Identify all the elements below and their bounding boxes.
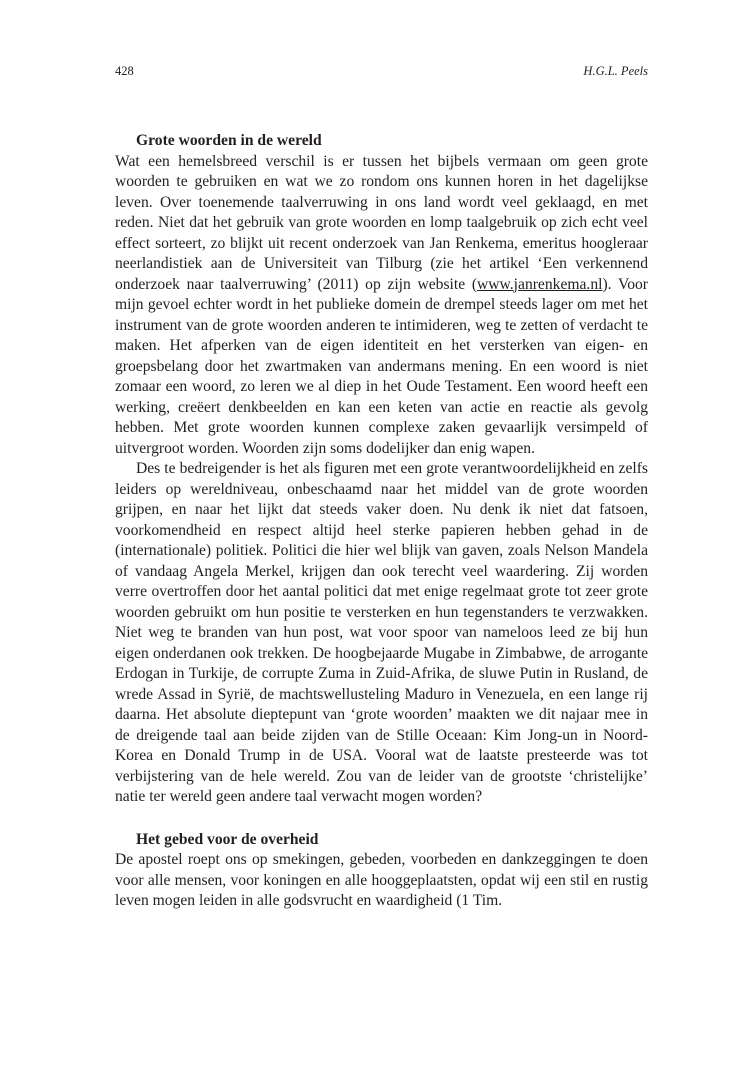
book-page — [115, 64, 648, 912]
body-text — [115, 131, 648, 912]
section-heading-gebed: Het gebed voor de overheid — [136, 830, 319, 848]
paragraph-3: De apostel roept ons op smekingen, gebeden, voorbeden en dankzeggingen te doen voor alle mensen, voor koningen en alle hooggeplaatsten, opdat wij een stil en rustig leven mogen leiden in alle godsvrucht en waardigheid (1 Tim. — [115, 851, 648, 909]
paragraph-1-text-b: ). Voor mijn gevoel echter wordt in het publieke domein de drempel steeds lager om met het instrument van de grote woorden anderen te intimideren, weg te zetten of verdacht te maken. Het afperken van de eigen identiteit en het versterken van eigen- en groepsbelang door het zwartmaken van andermans mening. En een woord is niet zomaar een woord, zo leren we al diep in het Oude Testament. Een woord heeft een werking, creëert denkbeelden en kan een keten van actie en reactie als gevolg hebben. Met grote woorden kunnen complexe zaken gevaarlijk versimpeld of uitvergroot worden. Woorden zijn soms dodelijker dan enig wapen. — [115, 275, 648, 457]
page-number: 428 — [115, 64, 134, 78]
running-header-author: H.G.L. Peels — [583, 64, 648, 78]
section-heading-grote-woorden: Grote woorden in de wereld — [136, 132, 322, 149]
website-link[interactable]: www.janrenkema.nl — [477, 275, 603, 293]
running-header — [115, 64, 648, 84]
paragraph-1 — [115, 152, 648, 460]
paragraph-1-text-a: Wat een hemelsbreed verschil is er tussen het bijbels vermaan om geen grote woorden te gebruiken en wat we zo rondom ons kunnen horen in het dagelijkse leven. Over toenemende taalverruwing in ons land wordt veel geklaagd, en met reden. Niet dat het gebruik van grote woorden en lomp taalgebruik op zich echt veel effect sorteert, zo blijkt uit recent onderzoek van Jan Renkema, emeritus hoogleraar neerlandistiek aan de Universiteit van Tilburg (zie het artikel ‘Een verkennend onderzoek naar taalverruwing’ (2011) op zijn website ( — [115, 152, 648, 293]
section-spacer — [115, 808, 648, 830]
paragraph-2: Des te bedreigender is het als figuren met een grote verantwoordelijkheid en zelfs leiders op wereldniveau, onbeschaamd naar het middel van de grote woorden grijpen, en naar het lijkt dat steeds vaker doen. Nu denk ik niet dat fatsoen, voorkomendheid en respect altijd heel sterke papieren hebben gehad in de (internationale) politiek. Politici die hier wel blijk van gaven, zoals Nelson Mandela of vandaag Angela Merkel, krijgen dan ook terecht veel waardering. Zij worden verre overtroffen door het aantal politici dat met enige regelmaat grote tot zeer grote woorden gebruikt om hun positie te versterken en hun tegenstanders te verzwakken. Niet weg te branden van hun post, wat voor spoor van nameloos leed ze bij hun eigen onderdanen ook trekken. De hoogbejaarde Mugabe in Zimbabwe, de arrogante Erdogan in Turkije, de corrupte Zuma in Zuid-Afrika, de sluwe Putin in Rusland, de wrede Assad in Syrië, de machtswellusteling Maduro in Venezuela, en een lange rij daarna. Het absolute dieptepunt van ‘grote woorden’ maakten we dit najaar mee in de dreigende taal aan beide zijden van de Stille Oceaan: Kim Jong-un in Noord-Korea en Donald Trump in de USA. Vooral wat de laatste presteerde was tot verbijstering van de hele wereld. Zou van de leider van de grootste ‘christelijke’ natie ter wereld geen andere taal verwacht mogen worden? — [115, 460, 648, 805]
